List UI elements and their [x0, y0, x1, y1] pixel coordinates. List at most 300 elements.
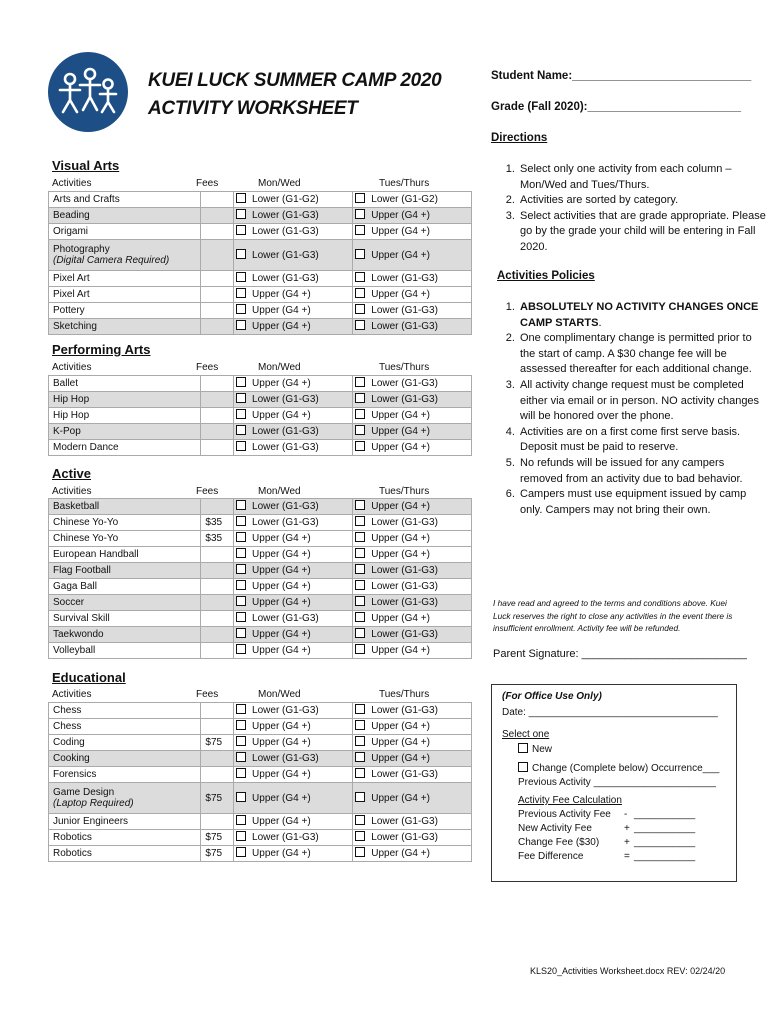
- activity-fee: [201, 271, 233, 287]
- monwed-grade: Upper (G4 +): [248, 531, 352, 547]
- activity-fee: [201, 563, 233, 579]
- tuesthurs-grade: Upper (G4 +): [367, 783, 471, 814]
- direction-item: 1. Select only one activity from each column – Mon/Wed and Tues/Thurs.: [518, 162, 766, 193]
- tuesthurs-checkbox[interactable]: [355, 644, 365, 654]
- activity-cell: [49, 611, 201, 627]
- tuesthurs-grade: Lower (G1-G3): [367, 579, 471, 595]
- activity-fee: $75: [201, 830, 233, 846]
- tuesthurs-checkbox[interactable]: [355, 272, 365, 282]
- column-header-fees: Fees: [196, 178, 219, 189]
- monwed-checkbox[interactable]: [236, 249, 246, 259]
- tuesthurs-grade: Upper (G4 +): [367, 424, 471, 440]
- column-header-activities: Activities: [52, 689, 92, 700]
- activity-cell: [49, 579, 201, 595]
- directions-list: [494, 162, 766, 256]
- activity-name: Origami: [53, 226, 89, 237]
- policies-heading: Activities Policies: [497, 270, 595, 282]
- monwed-grade: Lower (G1-G3): [248, 208, 352, 224]
- monwed-checkbox[interactable]: [236, 704, 246, 714]
- monwed-grade: Lower (G1-G3): [248, 830, 352, 846]
- activity-cell: [49, 735, 201, 751]
- fee-calc-blank[interactable]: ___________: [634, 823, 696, 834]
- activity-name: Hip Hop: [53, 410, 90, 421]
- activity-fee: [201, 595, 233, 611]
- tuesthurs-grade: Lower (G1-G3): [367, 767, 471, 783]
- new-option[interactable]: New: [518, 743, 552, 755]
- tuesthurs-grade: Lower (G1-G3): [367, 376, 471, 392]
- activity-name: Robotics: [53, 832, 92, 843]
- column-header-monwed: Mon/Wed: [258, 486, 301, 497]
- activity-cell: [49, 595, 201, 611]
- tuesthurs-checkbox[interactable]: [355, 596, 365, 606]
- activity-row: [49, 424, 472, 440]
- monwed-checkbox[interactable]: [236, 564, 246, 574]
- tuesthurs-checkbox[interactable]: [355, 564, 365, 574]
- direction-item: 3. Select activities that are grade appropriate. Please go by the grade your child will be entering in Fall 2020.: [518, 209, 766, 256]
- tuesthurs-grade: Lower (G1-G3): [367, 271, 471, 287]
- camp-logo: [48, 52, 128, 132]
- activity-row: [49, 208, 472, 224]
- tuesthurs-checkbox[interactable]: [355, 209, 365, 219]
- monwed-grade: Lower (G1-G3): [248, 611, 352, 627]
- monwed-checkbox[interactable]: [236, 792, 246, 802]
- grade-field[interactable]: Grade (Fall 2020):________________________: [491, 101, 742, 113]
- activity-row: [49, 319, 472, 335]
- tuesthurs-grade: Upper (G4 +): [367, 287, 471, 303]
- monwed-checkbox[interactable]: [236, 288, 246, 298]
- activity-fee: $35: [201, 515, 233, 531]
- activity-row: [49, 846, 472, 862]
- monwed-checkbox[interactable]: [236, 612, 246, 622]
- activity-name: Chess: [53, 721, 82, 732]
- monwed-checkbox[interactable]: [236, 377, 246, 387]
- activity-name: Flag Football: [53, 565, 111, 576]
- fee-calc-heading: Activity Fee Calculation: [518, 795, 622, 806]
- monwed-grade: Upper (G4 +): [248, 719, 352, 735]
- activity-fee: [201, 579, 233, 595]
- activity-fee: $75: [201, 783, 233, 814]
- activity-cell: [49, 563, 201, 579]
- activity-name: Taekwondo: [53, 629, 104, 640]
- activity-cell: [49, 751, 201, 767]
- tuesthurs-checkbox[interactable]: [355, 704, 365, 714]
- tuesthurs-checkbox[interactable]: [355, 516, 365, 526]
- monwed-checkbox[interactable]: [236, 831, 246, 841]
- footer-revision: KLS20_Activities Worksheet.docx REV: 02/24/20: [530, 966, 726, 976]
- tuesthurs-grade: Upper (G4 +): [367, 751, 471, 767]
- fee-calc-blank[interactable]: ___________: [634, 851, 696, 862]
- agreement-text: I have read and agreed to the terms and conditions above. Kuei Luck reserves the right to close any activities in the event there is insufficient enrollment. Activity fee will be refunded.: [493, 598, 733, 634]
- policy-item: 3. All activity change request must be completed either via email or in person. NO activity changes will be honored over the phone.: [518, 378, 766, 425]
- activity-fee: [201, 751, 233, 767]
- activity-row: [49, 271, 472, 287]
- section-title: Active: [52, 466, 92, 481]
- activity-row: [49, 224, 472, 240]
- activity-cell: [49, 287, 201, 303]
- activity-fee: [201, 767, 233, 783]
- activity-cell: [49, 547, 201, 563]
- tuesthurs-grade: Upper (G4 +): [367, 224, 471, 240]
- monwed-checkbox[interactable]: [236, 815, 246, 825]
- activity-name: European Handball: [53, 549, 139, 560]
- monwed-grade: Upper (G4 +): [248, 627, 352, 643]
- tuesthurs-grade: Upper (G4 +): [367, 719, 471, 735]
- column-header-tuesthurs: Tues/Thurs: [379, 486, 430, 497]
- activity-cell: [49, 440, 201, 456]
- select-one-label: Select one: [502, 729, 550, 740]
- office-date-field[interactable]: Date: __________________________________: [502, 707, 718, 718]
- tuesthurs-grade: Lower (G1-G3): [367, 703, 471, 719]
- activity-fee: $75: [201, 846, 233, 862]
- activity-name: Game Design: [53, 787, 115, 798]
- tuesthurs-checkbox[interactable]: [355, 532, 365, 542]
- column-header-activities: Activities: [52, 362, 92, 373]
- monwed-grade: Upper (G4 +): [248, 595, 352, 611]
- section-title: Performing Arts: [52, 342, 151, 357]
- activity-fee: [201, 303, 233, 319]
- monwed-checkbox[interactable]: [236, 768, 246, 778]
- tuesthurs-grade: Upper (G4 +): [367, 531, 471, 547]
- tuesthurs-checkbox[interactable]: [355, 736, 365, 746]
- tuesthurs-grade: Lower (G1-G2): [367, 192, 471, 208]
- activity-name: Modern Dance: [53, 442, 119, 453]
- activity-cell: [49, 783, 201, 814]
- new-checkbox[interactable]: [518, 743, 528, 753]
- tuesthurs-checkbox[interactable]: [355, 425, 365, 435]
- monwed-checkbox[interactable]: [236, 304, 246, 314]
- monwed-checkbox[interactable]: [236, 409, 246, 419]
- fee-calc-operator: +: [624, 823, 630, 834]
- fee-calc-label: New Activity Fee: [518, 823, 592, 834]
- activity-row: [49, 192, 472, 208]
- previous-activity-field[interactable]: Previous Activity ______________________: [518, 777, 716, 788]
- activity-fee: [201, 719, 233, 735]
- activity-cell: [49, 515, 201, 531]
- monwed-checkbox[interactable]: [236, 736, 246, 746]
- student-name-field[interactable]: Student Name:____________________________: [491, 70, 752, 82]
- monwed-checkbox[interactable]: [236, 320, 246, 330]
- activity-fee: [201, 392, 233, 408]
- change-checkbox[interactable]: [518, 762, 528, 772]
- activity-cell: [49, 499, 201, 515]
- tuesthurs-checkbox[interactable]: [355, 768, 365, 778]
- tuesthurs-checkbox[interactable]: [355, 792, 365, 802]
- monwed-checkbox[interactable]: [236, 644, 246, 654]
- tuesthurs-checkbox[interactable]: [355, 612, 365, 622]
- column-header-monwed: Mon/Wed: [258, 689, 301, 700]
- activity-name: Soccer: [53, 597, 85, 608]
- column-header-monwed: Mon/Wed: [258, 178, 301, 189]
- monwed-checkbox[interactable]: [236, 209, 246, 219]
- monwed-checkbox[interactable]: [236, 225, 246, 235]
- activity-fee: [201, 627, 233, 643]
- tuesthurs-checkbox[interactable]: [355, 409, 365, 419]
- activity-cell: [49, 767, 201, 783]
- column-header-activities: Activities: [52, 178, 92, 189]
- section-title: Visual Arts: [52, 158, 120, 173]
- activity-name: Pixel Art: [53, 273, 90, 284]
- tuesthurs-checkbox[interactable]: [355, 628, 365, 638]
- activity-cell: [49, 814, 201, 830]
- tuesthurs-grade: Lower (G1-G3): [367, 563, 471, 579]
- monwed-grade: Upper (G4 +): [248, 287, 352, 303]
- tuesthurs-checkbox[interactable]: [355, 847, 365, 857]
- activity-name: Hip Hop: [53, 394, 90, 405]
- activity-name: Chinese Yo-Yo: [53, 517, 119, 528]
- activity-cell: [49, 703, 201, 719]
- tuesthurs-checkbox[interactable]: [355, 377, 365, 387]
- activity-name: Coding: [53, 737, 85, 748]
- activity-name: Photography: [53, 244, 110, 255]
- column-header-activities: Activities: [52, 486, 92, 497]
- policy-item: 1. ABSOLUTELY NO ACTIVITY CHANGES ONCE CAMP STARTS.: [518, 300, 766, 331]
- monwed-grade: Upper (G4 +): [248, 319, 352, 335]
- monwed-grade: Upper (G4 +): [248, 783, 352, 814]
- activity-fee: [201, 376, 233, 392]
- monwed-checkbox[interactable]: [236, 441, 246, 451]
- children-figures-icon: [48, 52, 128, 132]
- monwed-checkbox[interactable]: [236, 193, 246, 203]
- activity-name: Arts and Crafts: [53, 194, 120, 205]
- tuesthurs-checkbox[interactable]: [355, 288, 365, 298]
- activity-cell: [49, 224, 201, 240]
- tuesthurs-checkbox[interactable]: [355, 500, 365, 510]
- activity-fee: $75: [201, 735, 233, 751]
- activity-row: [49, 627, 472, 643]
- tuesthurs-checkbox[interactable]: [355, 393, 365, 403]
- activity-note: (Laptop Required): [53, 798, 134, 809]
- monwed-checkbox[interactable]: [236, 425, 246, 435]
- activity-row: [49, 499, 472, 515]
- activity-cell: [49, 627, 201, 643]
- column-header-tuesthurs: Tues/Thurs: [379, 362, 430, 373]
- tuesthurs-grade: Upper (G4 +): [367, 208, 471, 224]
- activity-row: [49, 240, 472, 271]
- office-use-box: [491, 684, 737, 882]
- monwed-grade: Upper (G4 +): [248, 643, 352, 659]
- activity-name: Pixel Art: [53, 289, 90, 300]
- activity-name: Chess: [53, 705, 82, 716]
- activity-row: [49, 579, 472, 595]
- monwed-grade: Lower (G1-G3): [248, 224, 352, 240]
- activity-row: [49, 287, 472, 303]
- activity-cell: [49, 392, 201, 408]
- activity-row: [49, 703, 472, 719]
- monwed-checkbox[interactable]: [236, 393, 246, 403]
- page-subtitle: ACTIVITY WORKSHEET: [148, 98, 358, 119]
- activity-fee: [201, 440, 233, 456]
- tuesthurs-checkbox[interactable]: [355, 320, 365, 330]
- monwed-grade: Upper (G4 +): [248, 303, 352, 319]
- tuesthurs-grade: Lower (G1-G3): [367, 814, 471, 830]
- policy-item: 6. Campers must use equipment issued by camp only. Campers may not bring their own.: [518, 487, 766, 518]
- tuesthurs-checkbox[interactable]: [355, 441, 365, 451]
- activity-row: [49, 531, 472, 547]
- activity-fee: [201, 192, 233, 208]
- monwed-grade: Lower (G1-G2): [248, 192, 352, 208]
- activity-row: [49, 547, 472, 563]
- policies-list: [494, 300, 766, 518]
- monwed-checkbox[interactable]: [236, 628, 246, 638]
- tuesthurs-checkbox[interactable]: [355, 548, 365, 558]
- tuesthurs-grade: Lower (G1-G3): [367, 595, 471, 611]
- activity-cell: [49, 846, 201, 862]
- column-header-fees: Fees: [196, 486, 219, 497]
- activity-name: Gaga Ball: [53, 581, 97, 592]
- office-title: (For Office Use Only): [502, 691, 602, 702]
- activity-row: [49, 595, 472, 611]
- parent-signature-field[interactable]: Parent Signature: ___________________________: [493, 648, 747, 660]
- monwed-checkbox[interactable]: [236, 752, 246, 762]
- activity-table: [48, 191, 472, 335]
- tuesthurs-grade: Lower (G1-G3): [367, 319, 471, 335]
- activity-fee: [201, 499, 233, 515]
- page-title: KUEI LUCK SUMMER CAMP 2020: [148, 70, 442, 91]
- activity-cell: [49, 830, 201, 846]
- tuesthurs-checkbox[interactable]: [355, 815, 365, 825]
- policy-item: 5. No refunds will be issued for any campers removed from an activity due to bad behavior.: [518, 456, 766, 487]
- monwed-grade: Upper (G4 +): [248, 814, 352, 830]
- monwed-checkbox[interactable]: [236, 272, 246, 282]
- monwed-grade: Upper (G4 +): [248, 408, 352, 424]
- activity-fee: [201, 287, 233, 303]
- activity-cell: [49, 643, 201, 659]
- activity-row: [49, 392, 472, 408]
- policy-item: 2. One complimentary change is permitted prior to the start of camp. A $30 change fee will be assessed thereafter for each additional change.: [518, 331, 766, 378]
- activity-row: [49, 783, 472, 814]
- activity-row: [49, 408, 472, 424]
- column-header-fees: Fees: [196, 689, 219, 700]
- monwed-grade: Upper (G4 +): [248, 846, 352, 862]
- activity-row: [49, 611, 472, 627]
- activity-cell: [49, 531, 201, 547]
- change-option[interactable]: Change (Complete below) Occurrence___: [518, 762, 719, 774]
- monwed-grade: Lower (G1-G3): [248, 271, 352, 287]
- activity-name: Forensics: [53, 769, 97, 780]
- activity-name: Survival Skill: [53, 613, 110, 624]
- section-title: Educational: [52, 670, 126, 685]
- policy-item-bold: ABSOLUTELY NO ACTIVITY CHANGES ONCE CAMP STARTS: [520, 301, 759, 329]
- monwed-grade: Lower (G1-G3): [248, 515, 352, 531]
- activity-row: [49, 814, 472, 830]
- monwed-checkbox[interactable]: [236, 847, 246, 857]
- monwed-grade: Lower (G1-G3): [248, 392, 352, 408]
- activity-fee: [201, 408, 233, 424]
- activity-table: [48, 498, 472, 659]
- column-header-fees: Fees: [196, 362, 219, 373]
- monwed-grade: Lower (G1-G3): [248, 440, 352, 456]
- tuesthurs-grade: Lower (G1-G3): [367, 392, 471, 408]
- tuesthurs-grade: Upper (G4 +): [367, 440, 471, 456]
- monwed-checkbox[interactable]: [236, 516, 246, 526]
- tuesthurs-checkbox[interactable]: [355, 720, 365, 730]
- monwed-checkbox[interactable]: [236, 580, 246, 590]
- activity-name: Beading: [53, 210, 90, 221]
- policy-item: 4. Activities are on a first come first serve basis. Deposit must be paid to reserve.: [518, 425, 766, 456]
- activity-cell: [49, 303, 201, 319]
- monwed-grade: Upper (G4 +): [248, 767, 352, 783]
- activity-row: [49, 751, 472, 767]
- monwed-grade: Upper (G4 +): [248, 579, 352, 595]
- fee-calc-operator: =: [624, 851, 630, 862]
- activity-name: Cooking: [53, 753, 90, 764]
- tuesthurs-checkbox[interactable]: [355, 752, 365, 762]
- tuesthurs-checkbox[interactable]: [355, 304, 365, 314]
- monwed-checkbox[interactable]: [236, 500, 246, 510]
- activity-row: [49, 303, 472, 319]
- activity-cell: [49, 319, 201, 335]
- monwed-grade: Lower (G1-G3): [248, 240, 352, 271]
- activity-fee: [201, 547, 233, 563]
- activity-row: [49, 440, 472, 456]
- monwed-checkbox[interactable]: [236, 596, 246, 606]
- activity-table: [48, 375, 472, 456]
- directions-heading: Directions: [491, 132, 548, 144]
- tuesthurs-grade: Lower (G1-G3): [367, 303, 471, 319]
- activity-name: Basketball: [53, 501, 100, 512]
- activity-fee: [201, 208, 233, 224]
- monwed-checkbox[interactable]: [236, 532, 246, 542]
- activity-cell: [49, 376, 201, 392]
- activity-name: Volleyball: [53, 645, 96, 656]
- fee-calc-label: Fee Difference: [518, 851, 584, 862]
- tuesthurs-checkbox[interactable]: [355, 580, 365, 590]
- tuesthurs-grade: Upper (G4 +): [367, 735, 471, 751]
- activity-name: Junior Engineers: [53, 816, 129, 827]
- activity-fee: $35: [201, 531, 233, 547]
- activity-name: Robotics: [53, 848, 92, 859]
- fee-calc-blank[interactable]: ___________: [634, 809, 696, 820]
- tuesthurs-grade: Lower (G1-G3): [367, 627, 471, 643]
- activity-row: [49, 643, 472, 659]
- monwed-grade: Upper (G4 +): [248, 547, 352, 563]
- tuesthurs-checkbox[interactable]: [355, 193, 365, 203]
- activity-row: [49, 735, 472, 751]
- monwed-checkbox[interactable]: [236, 720, 246, 730]
- tuesthurs-checkbox[interactable]: [355, 225, 365, 235]
- activity-fee: [201, 424, 233, 440]
- activity-cell: [49, 719, 201, 735]
- activity-cell: [49, 424, 201, 440]
- tuesthurs-checkbox[interactable]: [355, 831, 365, 841]
- fee-calc-operator: +: [624, 837, 630, 848]
- tuesthurs-grade: Upper (G4 +): [367, 547, 471, 563]
- tuesthurs-grade: Lower (G1-G3): [367, 515, 471, 531]
- activity-row: [49, 719, 472, 735]
- direction-item: 2. Activities are sorted by category.: [518, 193, 766, 209]
- monwed-checkbox[interactable]: [236, 548, 246, 558]
- column-header-tuesthurs: Tues/Thurs: [379, 178, 430, 189]
- tuesthurs-grade: Upper (G4 +): [367, 643, 471, 659]
- fee-calc-operator: -: [624, 809, 628, 820]
- tuesthurs-grade: Upper (G4 +): [367, 240, 471, 271]
- activity-name: Sketching: [53, 321, 97, 332]
- tuesthurs-checkbox[interactable]: [355, 249, 365, 259]
- activity-name: Pottery: [53, 305, 85, 316]
- tuesthurs-grade: Upper (G4 +): [367, 408, 471, 424]
- column-header-tuesthurs: Tues/Thurs: [379, 689, 430, 700]
- monwed-grade: Lower (G1-G3): [248, 424, 352, 440]
- activity-fee: [201, 240, 233, 271]
- activity-cell: [49, 208, 201, 224]
- tuesthurs-grade: Upper (G4 +): [367, 499, 471, 515]
- activity-row: [49, 767, 472, 783]
- activity-fee: [201, 224, 233, 240]
- activity-cell: [49, 240, 201, 271]
- activity-note: (Digital Camera Required): [53, 255, 170, 266]
- fee-calc-blank[interactable]: ___________: [634, 837, 696, 848]
- monwed-grade: Upper (G4 +): [248, 376, 352, 392]
